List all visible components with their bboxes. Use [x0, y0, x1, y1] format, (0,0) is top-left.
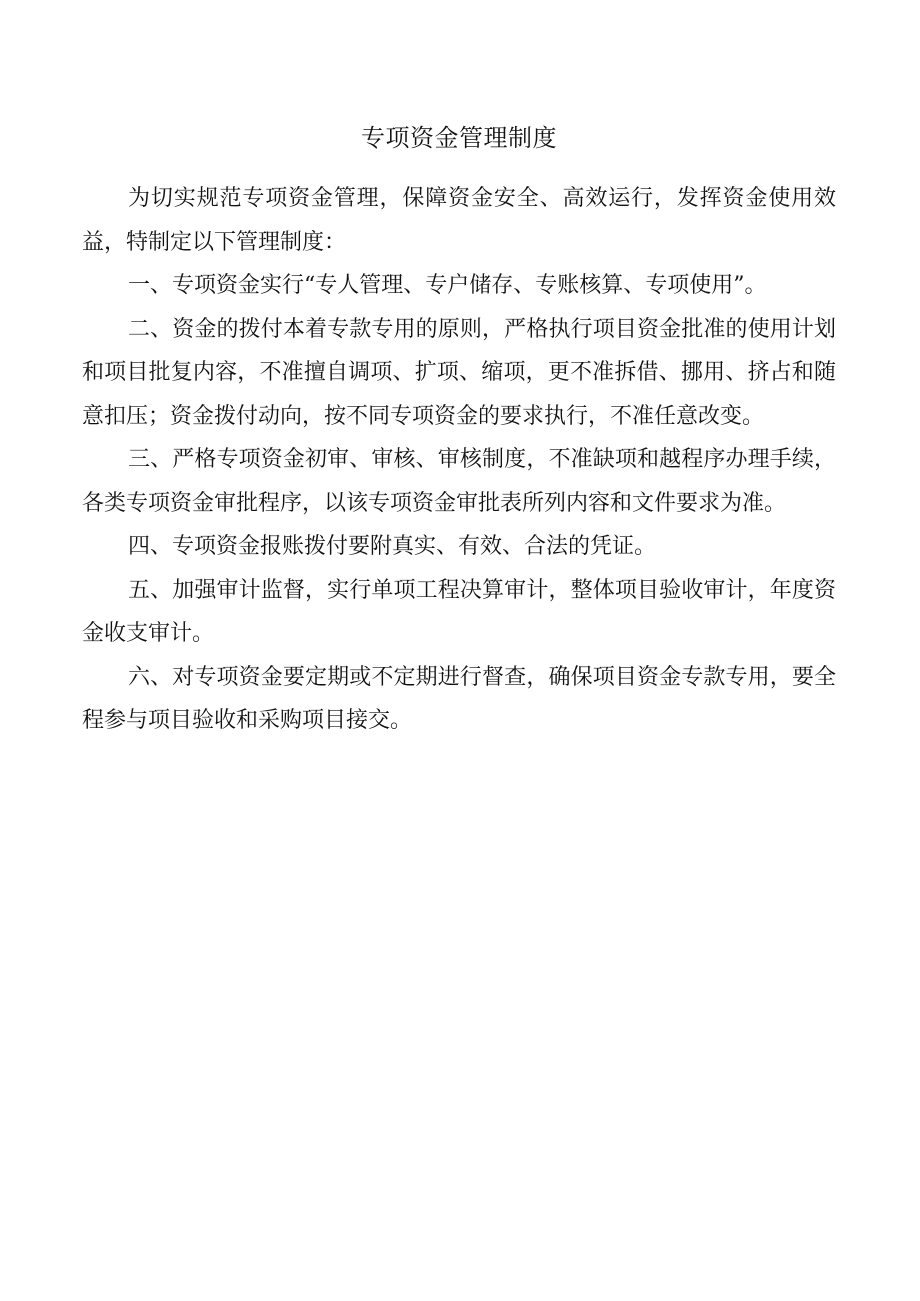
paragraph-rule-2: 二、资金的拨付本着专款专用的原则，严格执行项目资金批准的使用计划和项目批复内容，不准擅自调项、扩项、缩项，更不准拆借、挪用、挤占和随意扣压；资金拨付动向，按不同专项资金的要求执行，不准任意改变。	[82, 316, 836, 429]
paragraph-rule-4: 四、专项资金报账拨付要附真实、有效、合法的凭证。	[128, 534, 657, 559]
paragraph-intro: 为切实规范专项资金管理，保障资金安全、高效运行，发挥资金使用效益，特制定以下管理制度：	[82, 186, 836, 255]
document-title: 专项资金管理制度	[361, 124, 557, 152]
paragraph-rule-3: 三、严格专项资金初审、审核、审核制度，不准缺项和越程序办理手续，各类专项资金审批程序，以该专项资金审批表所列内容和文件要求为准。	[82, 447, 836, 516]
paragraph-rule-6: 六、对专项资金要定期或不定期进行督查，确保项目资金专款专用，要全程参与项目验收和采购项目接交。	[82, 664, 836, 733]
paragraph-rule-1: 一、专项资金实行“专人管理、专户储存、专账核算、专项使用”。	[128, 273, 767, 298]
paragraph-rule-5: 五、加强审计监督，实行单项工程决算审计，整体项目验收审计，年度资金收支审计。	[82, 577, 836, 646]
document-body	[82, 177, 836, 743]
